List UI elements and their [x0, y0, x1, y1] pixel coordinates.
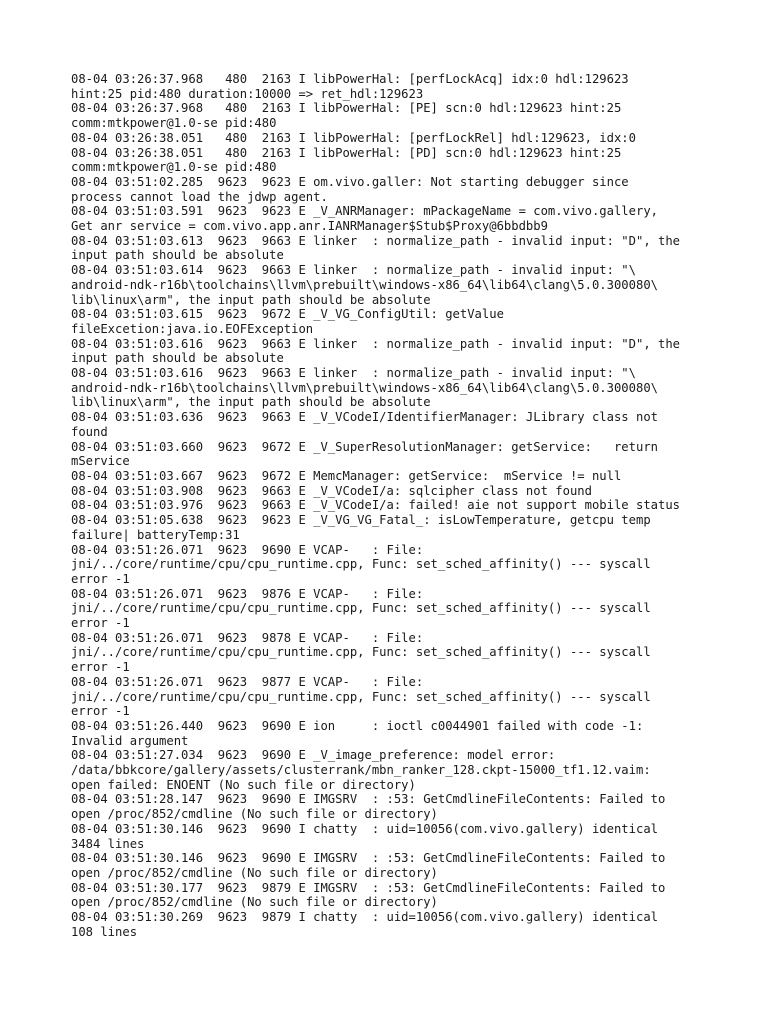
log-line: open /proc/852/cmdline (No such file or directory) — [71, 807, 438, 822]
log-line: /data/bbkcore/gallery/assets/clusterrank/mbn_ranker_128.ckpt-15000_tf1.12.vaim: — [71, 763, 651, 778]
log-line: 08-04 03:51:03.636 9623 9663 E _V_VCodeI/IdentifierManager: JLibrary class not — [71, 410, 658, 425]
log-line: 08-04 03:51:30.146 9623 9690 I chatty : uid=10056(com.vivo.gallery) identical — [71, 821, 658, 836]
log-line: 08-04 03:51:03.591 9623 9623 E _V_ANRManager: mPackageName = com.vivo.gallery, — [71, 204, 658, 219]
log-line: 08-04 03:51:27.034 9623 9690 E _V_image_preference: model error: — [71, 748, 556, 763]
log-line: open /proc/852/cmdline (No such file or directory) — [71, 895, 438, 910]
log-line: 08-04 03:51:03.615 9623 9672 E _V_VG_ConfigUtil: getValue — [71, 307, 504, 322]
log-line: failure| batteryTemp:31 — [71, 527, 240, 542]
log-line: 08-04 03:51:03.667 9623 9672 E MemcManager: getService: mService != null — [71, 468, 622, 483]
log-line: hint:25 pid:480 duration:10000 => ret_hdl:129623 — [71, 86, 424, 101]
log-line: 08-04 03:51:03.908 9623 9663 E _V_VCodeI/a: sqlcipher class not found — [71, 483, 592, 498]
log-text — [71, 72, 711, 939]
log-line: android-ndk-r16b\toolchains\llvm\prebuilt\windows-x86_64\lib64\clang\5.0.300080\ — [71, 380, 658, 395]
log-line: input path should be absolute — [71, 351, 284, 366]
document-page — [71, 72, 711, 939]
log-line: mService — [71, 454, 130, 469]
log-line: error -1 — [71, 660, 130, 675]
log-line: 08-04 03:51:28.147 9623 9690 E IMGSRV : :53: GetCmdlineFileContents: Failed to — [71, 792, 666, 807]
log-line: lib\linux\arm", the input path should be absolute — [71, 292, 431, 307]
log-line: jni/../core/runtime/cpu/cpu_runtime.cpp, Func: set_sched_affinity() --- syscall — [71, 645, 651, 660]
log-line: jni/../core/runtime/cpu/cpu_runtime.cpp, Func: set_sched_affinity() --- syscall — [71, 601, 651, 616]
log-line: error -1 — [71, 616, 130, 631]
log-line: process cannot load the jdwp agent. — [71, 189, 328, 204]
log-line: 08-04 03:51:26.071 9623 9876 E VCAP- : File: — [71, 586, 424, 601]
log-line: Invalid argument — [71, 733, 189, 748]
log-line: 08-04 03:51:30.269 9623 9879 I chatty : uid=10056(com.vivo.gallery) identical — [71, 910, 658, 925]
log-line: 08-04 03:51:03.616 9623 9663 E linker : normalize_path - invalid input: "\ — [71, 366, 636, 381]
log-line: 08-04 03:51:03.976 9623 9663 E _V_VCodeI/a: failed! aie not support mobile status — [71, 498, 681, 513]
log-line: 08-04 03:51:03.614 9623 9663 E linker : normalize_path - invalid input: "\ — [71, 263, 636, 278]
log-line: fileExcetion:java.io.EOFException — [71, 321, 314, 336]
log-line: 08-04 03:51:03.613 9623 9663 E linker : normalize_path - invalid input: "D", the — [71, 233, 681, 248]
log-line: 08-04 03:51:30.177 9623 9879 E IMGSRV : :53: GetCmdlineFileContents: Failed to — [71, 880, 666, 895]
log-line: 08-04 03:51:26.440 9623 9690 E ion : ioctl c0044901 failed with code -1: — [71, 718, 644, 733]
log-line: comm:mtkpower@1.0-se pid:480 — [71, 160, 277, 175]
log-line: 08-04 03:51:26.071 9623 9878 E VCAP- : File: — [71, 630, 424, 645]
log-line: 08-04 03:51:03.660 9623 9672 E _V_SuperResolutionManager: getService: return — [71, 439, 658, 454]
log-line: 08-04 03:51:03.616 9623 9663 E linker : normalize_path - invalid input: "D", the — [71, 336, 681, 351]
log-line: 08-04 03:26:38.051 480 2163 I libPowerHal: [perfLockRel] hdl:129623, idx:0 — [71, 130, 636, 145]
log-line: lib\linux\arm", the input path should be absolute — [71, 395, 431, 410]
log-line: open failed: ENOENT (No such file or directory) — [71, 777, 416, 792]
log-line: error -1 — [71, 704, 130, 719]
log-line: 08-04 03:51:26.071 9623 9877 E VCAP- : File: — [71, 674, 424, 689]
log-line: comm:mtkpower@1.0-se pid:480 — [71, 116, 277, 131]
log-line: 08-04 03:26:37.968 480 2163 I libPowerHal: [perfLockAcq] idx:0 hdl:129623 — [71, 72, 629, 86]
log-line: jni/../core/runtime/cpu/cpu_runtime.cpp, Func: set_sched_affinity() --- syscall — [71, 557, 651, 572]
log-line: 08-04 03:26:37.968 480 2163 I libPowerHal: [PE] scn:0 hdl:129623 hint:25 — [71, 101, 622, 116]
log-line: jni/../core/runtime/cpu/cpu_runtime.cpp, Func: set_sched_affinity() --- syscall — [71, 689, 651, 704]
log-line: input path should be absolute — [71, 248, 284, 263]
log-line: 08-04 03:51:30.146 9623 9690 E IMGSRV : :53: GetCmdlineFileContents: Failed to — [71, 851, 666, 866]
log-line: 08-04 03:51:02.285 9623 9623 E om.vivo.galler: Not starting debugger since — [71, 174, 629, 189]
log-line: 3484 lines — [71, 836, 145, 851]
log-line: 108 lines — [71, 924, 138, 939]
log-line: found — [71, 424, 108, 439]
log-line: error -1 — [71, 571, 130, 586]
log-line: open /proc/852/cmdline (No such file or directory) — [71, 865, 438, 880]
log-line: 08-04 03:51:05.638 9623 9623 E _V_VG_VG_Fatal_: isLowTemperature, getcpu temp — [71, 513, 651, 528]
log-line: android-ndk-r16b\toolchains\llvm\prebuilt\windows-x86_64\lib64\clang\5.0.300080\ — [71, 277, 658, 292]
log-line: 08-04 03:51:26.071 9623 9690 E VCAP- : File: — [71, 542, 424, 557]
log-line: 08-04 03:26:38.051 480 2163 I libPowerHal: [PD] scn:0 hdl:129623 hint:25 — [71, 145, 622, 160]
log-line: Get anr service = com.vivo.app.anr.IANRManager$Stub$Proxy@6bbdbb9 — [71, 219, 548, 234]
